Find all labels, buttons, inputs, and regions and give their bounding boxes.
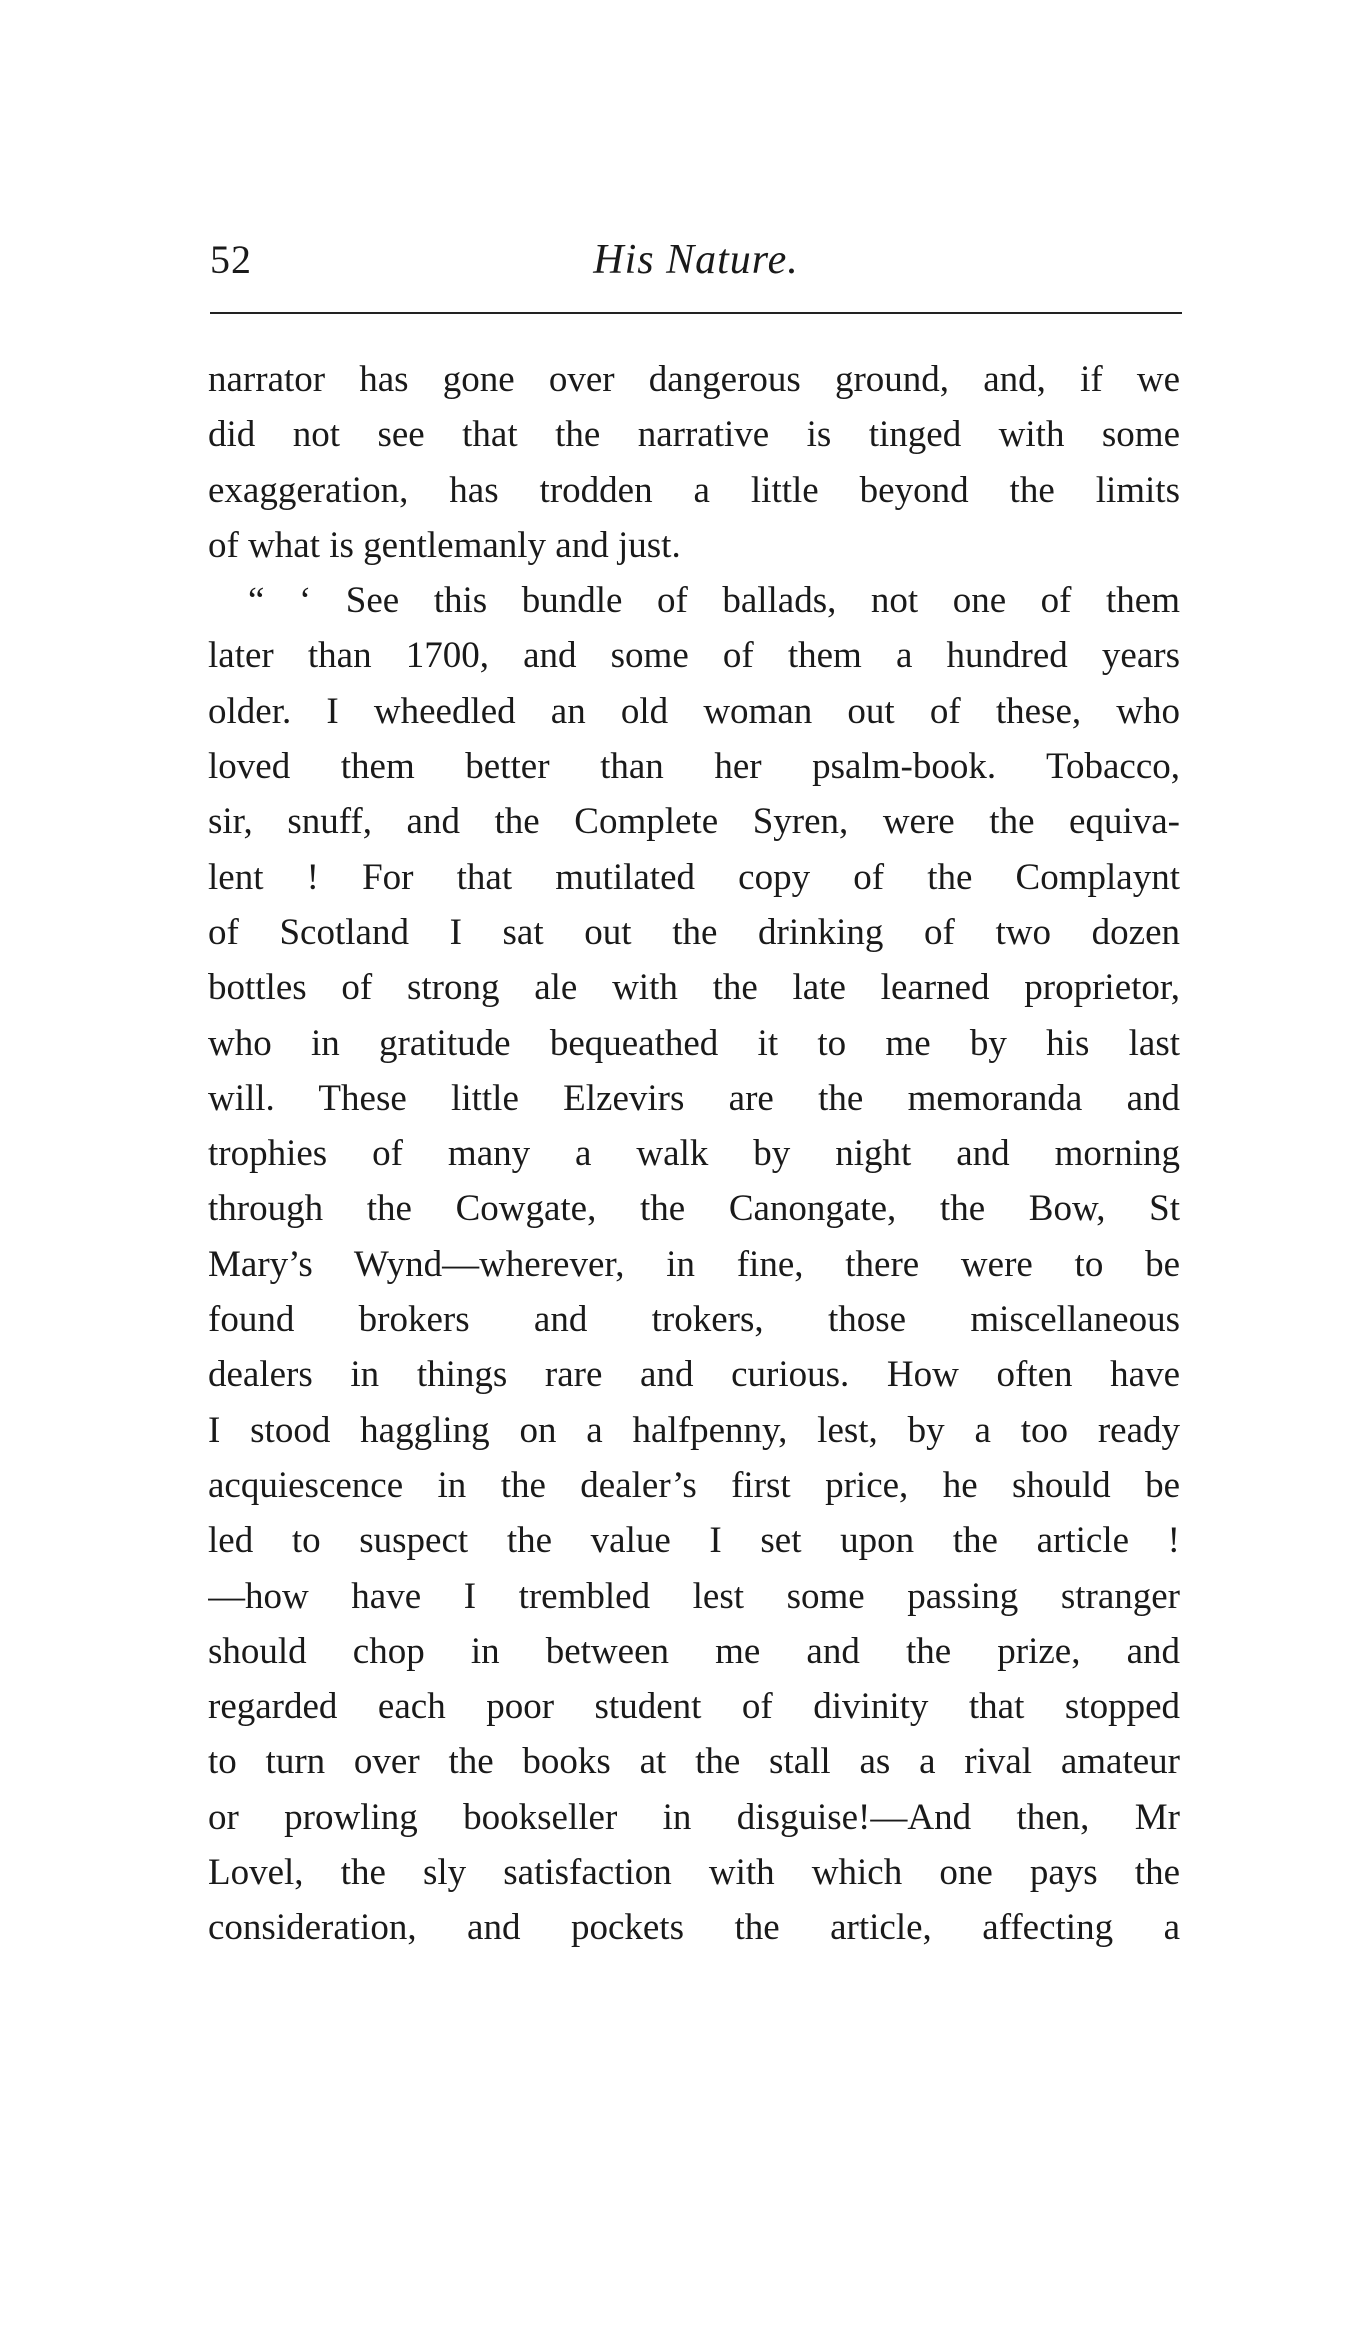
- text-line: exaggeration, has trodden a little beyond the limits: [208, 469, 1180, 511]
- header-rule: [210, 312, 1182, 314]
- text-line: dealers in things rare and curious. How often have: [208, 1354, 1180, 1396]
- text-line: lent ! For that mutilated copy of the Complaynt: [208, 856, 1180, 898]
- text-line: “ ‘ See this bundle of ballads, not one of them: [248, 580, 1180, 622]
- text-line: Mary’s Wynd—wherever, in fine, there were to be: [208, 1243, 1180, 1285]
- text-line: consideration, and pockets the article, affecting a: [208, 1907, 1180, 1949]
- text-line: who in gratitude bequeathed it to me by his last: [208, 1022, 1180, 1064]
- running-head: [210, 230, 1182, 290]
- body-text: [208, 352, 1180, 1956]
- text-line: trophies of many a walk by night and morning: [208, 1133, 1180, 1175]
- text-line: Lovel, the sly satisfaction with which one pays the: [208, 1852, 1180, 1894]
- page-number: 52: [210, 237, 252, 282]
- text-line: sir, snuff, and the Complete Syren, were the equiva-: [208, 801, 1180, 843]
- text-line: will. These little Elzevirs are the memoranda and: [208, 1077, 1180, 1119]
- text-line: acquiescence in the dealer’s first price, he should be: [208, 1464, 1180, 1506]
- text-line: of Scotland I sat out the drinking of two dozen: [208, 911, 1180, 953]
- text-line: loved them better than her psalm-book. Tobacco,: [208, 746, 1180, 788]
- text-line: to turn over the books at the stall as a rival amateur: [208, 1741, 1180, 1783]
- text-line: regarded each poor student of divinity that stopped: [208, 1686, 1180, 1728]
- text-line: did not see that the narrative is tinged with some: [208, 414, 1180, 456]
- running-title: His Nature.: [593, 237, 799, 283]
- text-line: narrator has gone over dangerous ground, and, if we: [208, 359, 1180, 400]
- text-line: through the Cowgate, the Canongate, the Bow, St: [208, 1188, 1180, 1230]
- text-line: led to suspect the value I set upon the article !: [208, 1520, 1180, 1562]
- text-line: older. I wheedled an old woman out of these, who: [208, 690, 1180, 732]
- text-line: of what is gentlemanly and just.: [208, 524, 681, 566]
- text-line: should chop in between me and the prize, and: [208, 1630, 1180, 1672]
- text-line: later than 1700, and some of them a hundred years: [208, 635, 1180, 677]
- text-line: or prowling bookseller in disguise!—And then, Mr: [208, 1796, 1180, 1838]
- text-line: —how have I trembled lest some passing stranger: [208, 1575, 1180, 1617]
- text-line: I stood haggling on a halfpenny, lest, by a too ready: [208, 1409, 1180, 1451]
- text-line: bottles of strong ale with the late learned proprietor,: [208, 967, 1180, 1009]
- text-line: found brokers and trokers, those miscellaneous: [208, 1299, 1180, 1341]
